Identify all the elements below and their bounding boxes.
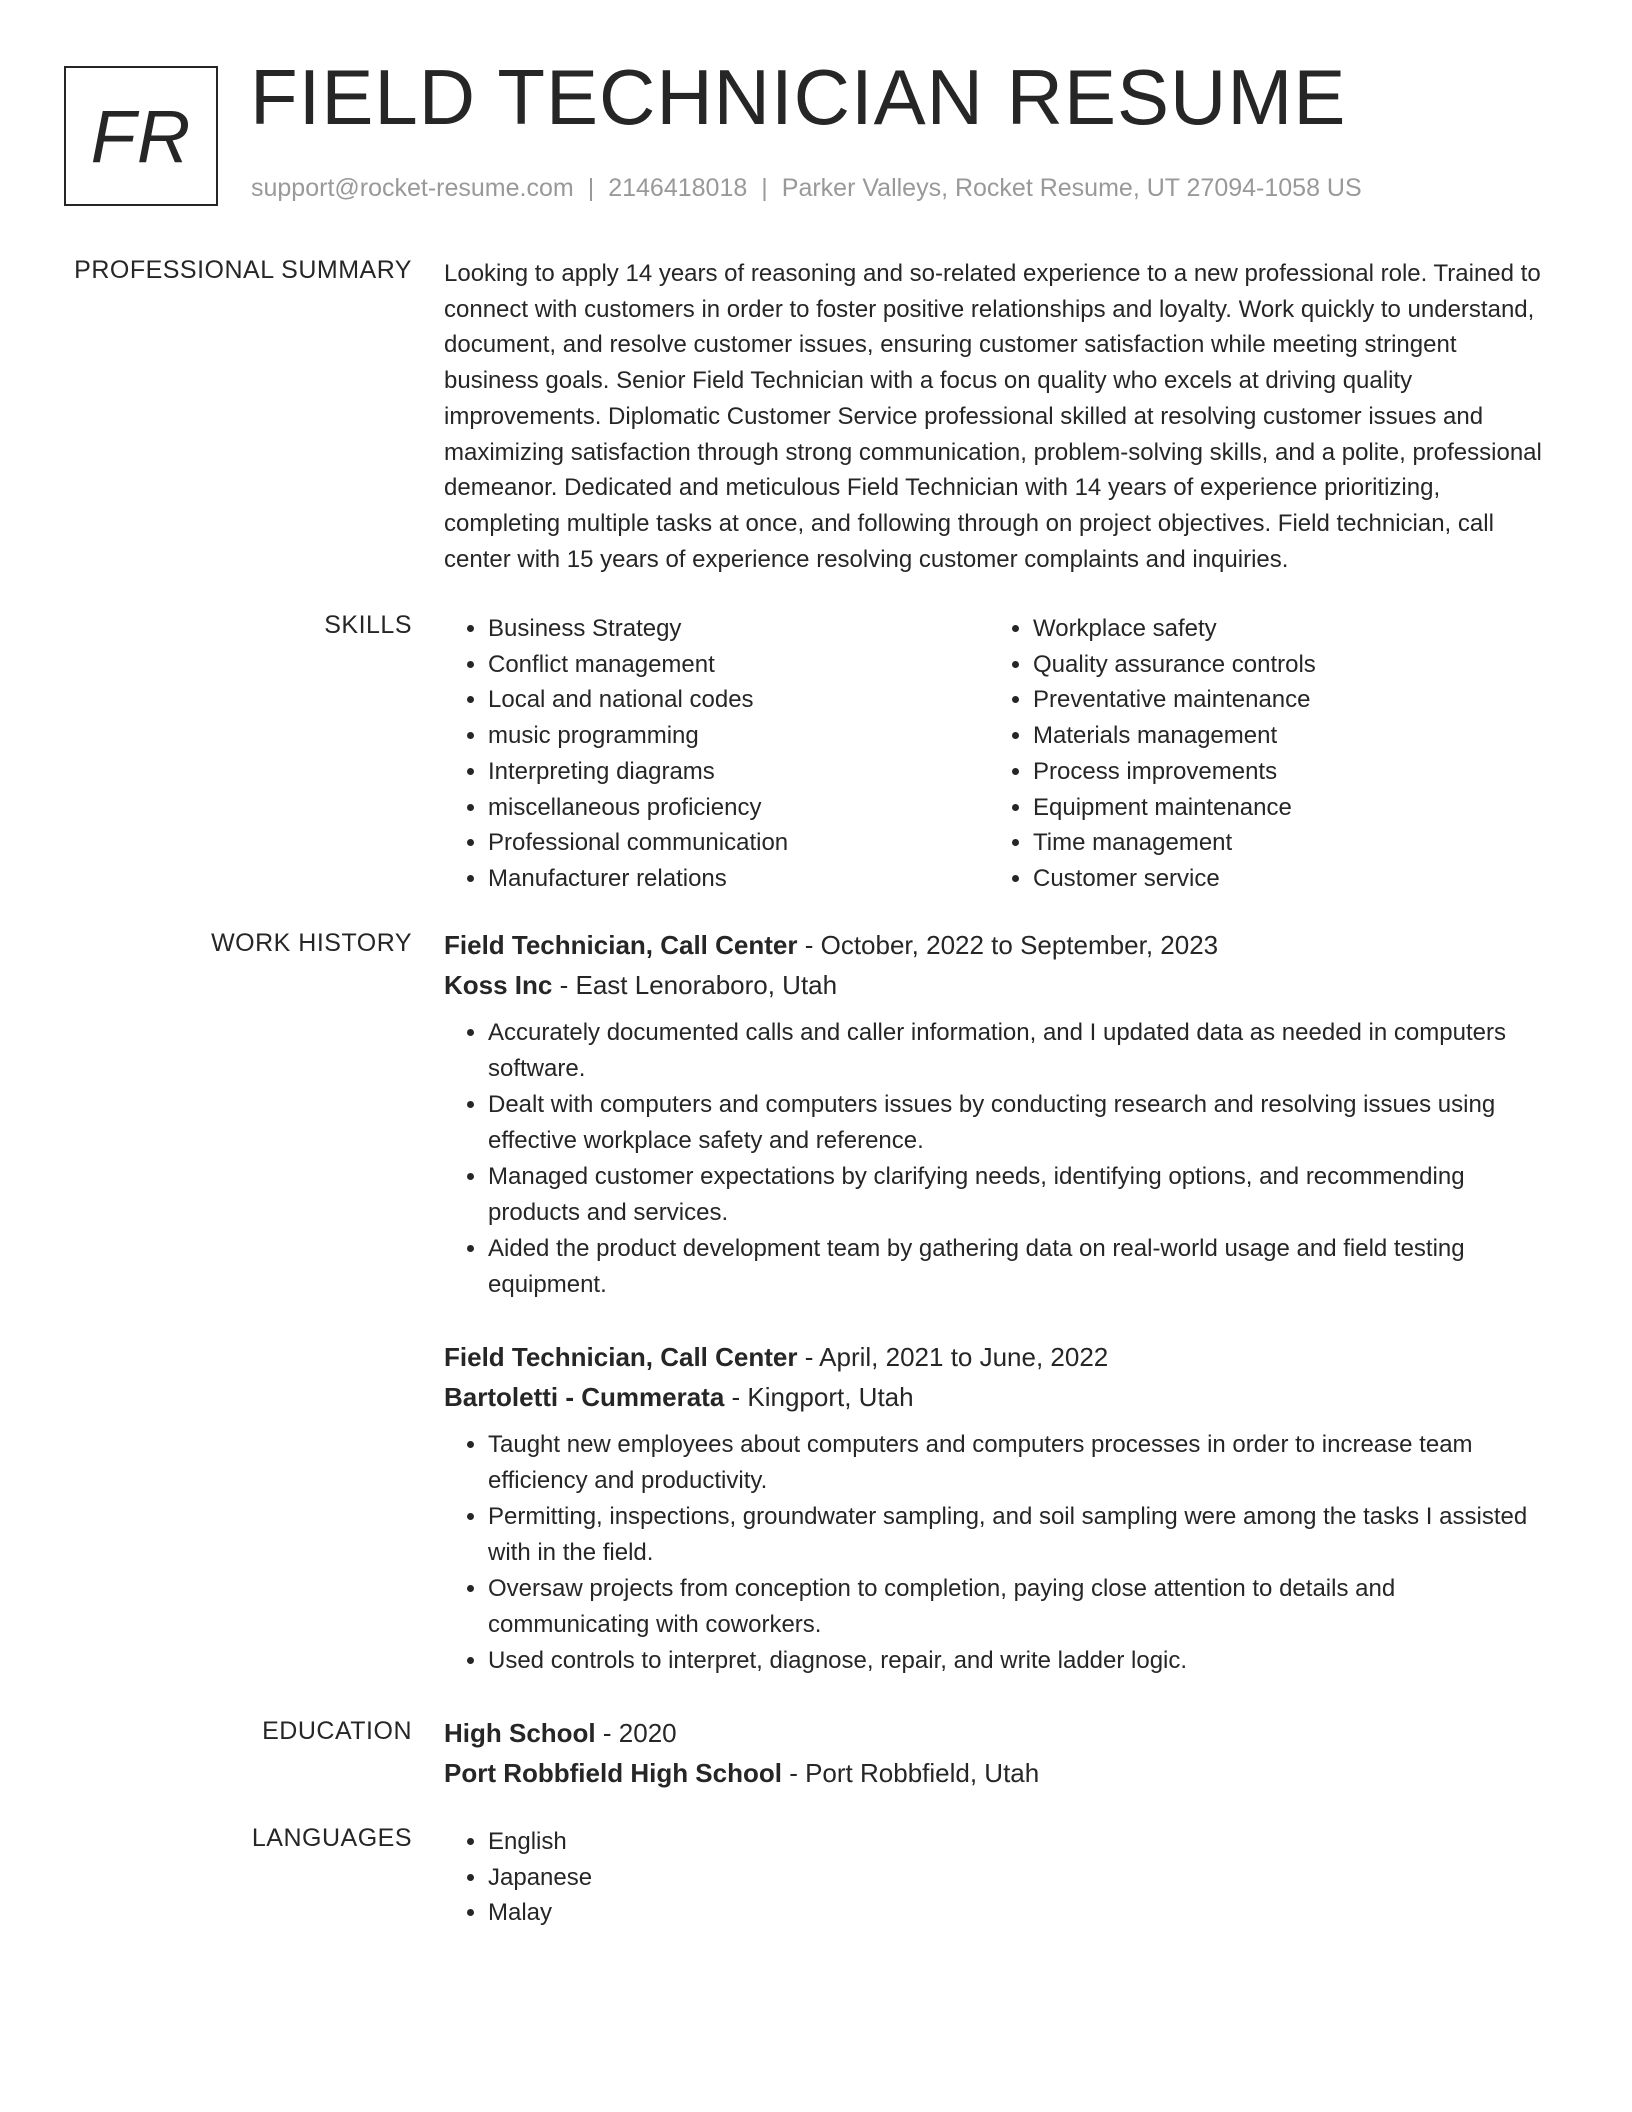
contact-address: Parker Valleys, Rocket Resume, UT 27094-1058 US: [781, 174, 1362, 202]
skill-item: • Professional communication: [488, 825, 788, 861]
job-dates: - October, 2022 to September, 2023: [797, 930, 1219, 960]
contact-phone: 2146418018: [608, 174, 748, 202]
language-item: • Japanese: [488, 1860, 1556, 1896]
job-bullet: • Oversaw projects from conception to completion, paying close attention to details and communicating with coworkers.: [488, 1571, 1556, 1643]
education-school: Port Robbfield High School: [444, 1758, 782, 1788]
section-label-summary: PROFESSIONAL SUMMARY: [74, 256, 412, 284]
language-item: • Malay: [488, 1895, 1556, 1931]
skill-item: • Local and national codes: [488, 682, 788, 718]
job-bullet: • Accurately documented calls and caller information, and I updated data as needed in computers software.: [488, 1015, 1556, 1087]
skill-item: • music programming: [488, 718, 788, 754]
education-degree-line: [444, 1713, 1556, 1753]
skills-list-right: [989, 611, 1316, 897]
job-title: Field Technician, Call Center: [444, 930, 798, 960]
skill-item: • miscellaneous proficiency: [488, 790, 788, 826]
job-bullet: • Managed customer expectations by clarifying needs, identifying options, and recommending products and services.: [488, 1159, 1556, 1231]
skill-item: • Process improvements: [1033, 754, 1316, 790]
education-location: - Port Robbfield, Utah: [781, 1758, 1040, 1788]
job-company-line: [444, 965, 1556, 1005]
job-bullet: • Aided the product development team by gathering data on real-world usage and field testing equipment.: [488, 1231, 1556, 1303]
monogram-badge: [64, 66, 218, 206]
job-location: - East Lenoraboro, Utah: [552, 970, 838, 1000]
skill-item: • Interpreting diagrams: [488, 754, 788, 790]
skill-item: • Materials management: [1033, 718, 1316, 754]
contact-separator: |: [587, 174, 595, 202]
skill-item: • Customer service: [1033, 861, 1316, 897]
job-entry: [444, 925, 1556, 1303]
skill-item: • Business Strategy: [488, 611, 788, 647]
job-bullet: • Taught new employees about computers and computers processes in order to increase team efficiency and productivity.: [488, 1427, 1556, 1499]
job-company-line: [444, 1377, 1556, 1417]
languages-list: [444, 1824, 1556, 1931]
job-company: Bartoletti - Cummerata: [444, 1382, 725, 1412]
skill-item: • Conflict management: [488, 647, 788, 683]
contact-line: [251, 174, 1362, 203]
education-degree: High School: [444, 1718, 596, 1748]
skill-item: • Preventative maintenance: [1033, 682, 1316, 718]
section-label-languages: LANGUAGES: [251, 1824, 412, 1852]
job-bullet: • Permitting, inspections, groundwater sampling, and soil sampling were among the tasks I assisted with in the field.: [488, 1499, 1556, 1571]
job-entry: [444, 1337, 1556, 1679]
job-bullet: • Used controls to interpret, diagnose, repair, and write ladder logic.: [488, 1643, 1556, 1679]
resume-title: FIELD TECHNICIAN RESUME: [250, 53, 1347, 141]
skills-list-left: [444, 611, 788, 897]
skill-item: • Manufacturer relations: [488, 861, 788, 897]
section-label-skills: SKILLS: [324, 611, 412, 639]
job-bullet: • Dealt with computers and computers issues by conducting research and resolving issues using effective workplace safety and reference.: [488, 1087, 1556, 1159]
job-location: - Kingport, Utah: [724, 1382, 914, 1412]
language-item: • English: [488, 1824, 1556, 1860]
section-label-education: EDUCATION: [262, 1717, 412, 1745]
skill-item: • Time management: [1033, 825, 1316, 861]
job-bullet-list: [444, 1427, 1556, 1679]
skill-item: • Workplace safety: [1033, 611, 1316, 647]
job-bullet-list: [444, 1015, 1556, 1303]
contact-separator: |: [761, 174, 768, 202]
contact-email: support@rocket-resume.com: [251, 174, 574, 202]
skill-item: • Equipment maintenance: [1033, 790, 1316, 826]
summary-text: Looking to apply 14 years of reasoning and so-related experience to a new professional role. Trained to connect with customers in order to foster positive relationships and loyalty. Work quickly to understand, document, and resolve customer issues, ensuring customer satisfaction while meeting stringent business goals. Senior Field Technician with a focus on quality who excels at driving quality improvements. Diplomatic Customer Service professional skilled at resolving customer issues and maximizing satisfaction through strong communication, problem-solving skills, and a polite, professional demeanor. Dedicated and meticulous Field Technician with 14 years of experience prioritizing, completing multiple tasks at once, and following through on project objectives. Field technician, call center with 15 years of experience resolving customer complaints and inquiries.: [444, 260, 1542, 573]
job-title-line: [444, 925, 1556, 965]
education-year: - 2020: [595, 1718, 677, 1748]
education-school-line: [444, 1753, 1556, 1793]
section-label-work-history: WORK HISTORY: [211, 929, 412, 957]
monogram-initials: FR: [90, 94, 192, 178]
job-title: Field Technician, Call Center: [444, 1342, 798, 1372]
job-company: Koss Inc: [444, 970, 553, 1000]
job-title-line: [444, 1337, 1556, 1377]
job-dates: - April, 2021 to June, 2022: [797, 1342, 1109, 1372]
skill-item: • Quality assurance controls: [1033, 647, 1316, 683]
